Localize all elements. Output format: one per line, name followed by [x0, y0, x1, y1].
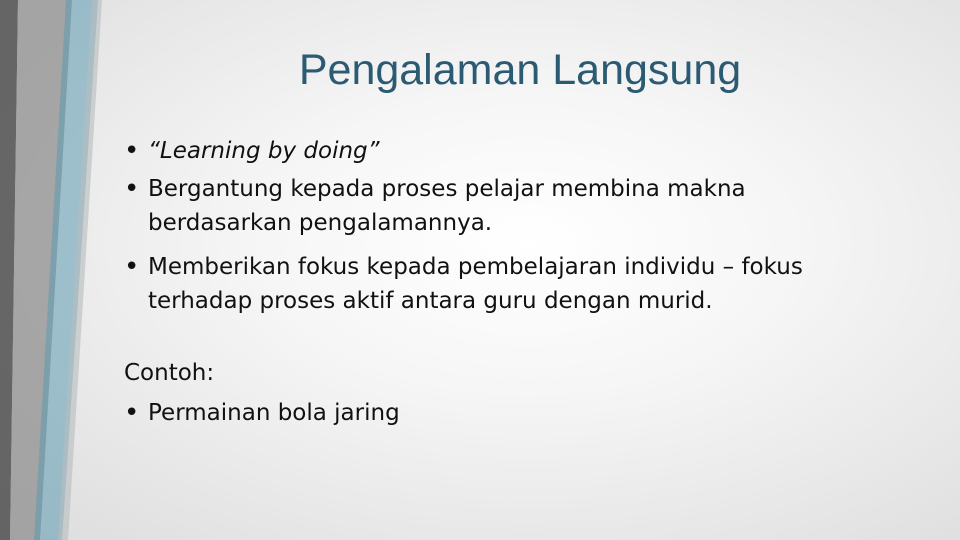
bullet-text-line-1: Bergantung kepada proses pelajar membina makna: [148, 176, 746, 202]
bullet-dot-icon: •: [124, 252, 140, 282]
example-label: Contoh:: [124, 360, 215, 386]
bullet-permainan-bola-jaring: [124, 396, 924, 430]
bullet-text-line-2: terhadap proses aktif antara guru dengan murid.: [148, 288, 713, 314]
bullet-bergantung: [124, 172, 924, 240]
bullet-learning-by-doing: [124, 134, 924, 168]
bullet-memberikan-fokus: [124, 250, 924, 318]
bullet-dot-icon: •: [124, 398, 140, 428]
bullet-dot-icon: •: [124, 136, 140, 166]
bullet-text-line-1: Memberikan fokus kepada pembelajaran individu – fokus: [148, 254, 803, 280]
bullet-text-line-2: berdasarkan pengalamannya.: [148, 210, 493, 236]
bullet-text: Permainan bola jaring: [148, 400, 400, 426]
bullet-dot-icon: •: [124, 174, 140, 204]
slide-title: Pengalaman Langsung: [298, 46, 742, 94]
slide-body: [124, 134, 924, 440]
bullet-text: “Learning by doing”: [148, 138, 380, 164]
